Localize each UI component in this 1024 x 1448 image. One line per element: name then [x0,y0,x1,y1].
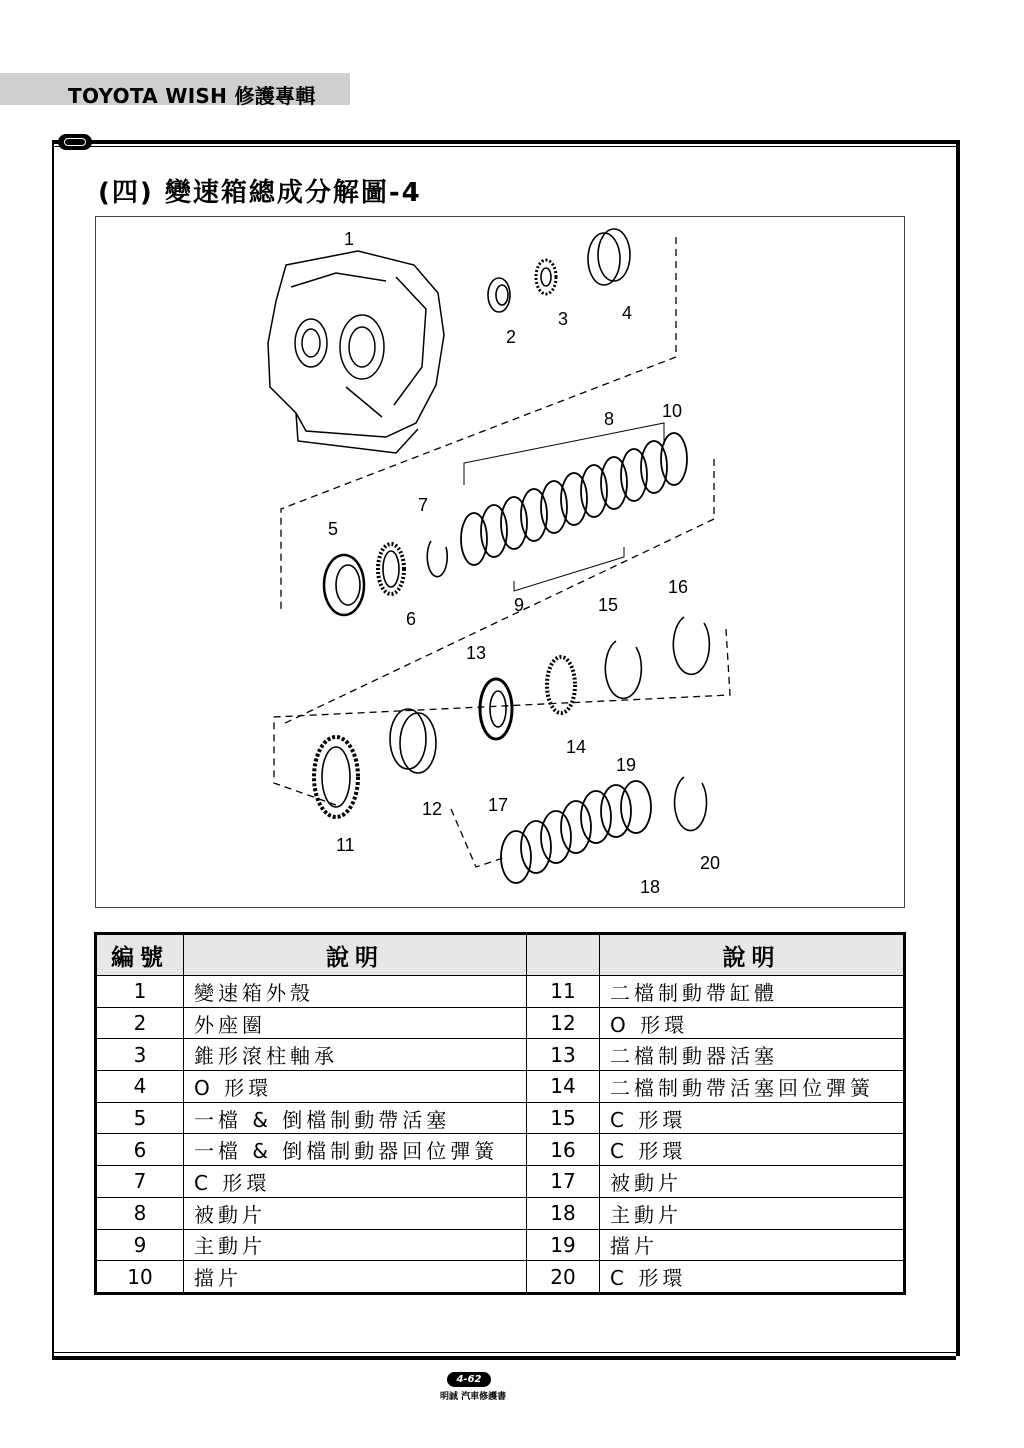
part-description: 擋片 [600,1229,905,1261]
exploded-diagram [95,216,905,908]
label-12: 12 [422,799,443,819]
logo-icon [58,134,92,150]
part-description: 二檔制動帶活塞回位彈簧 [600,1071,905,1103]
label-7: 7 [418,495,429,515]
label-5: 5 [328,519,339,539]
part-number: 6 [96,1134,184,1166]
table-row [96,1007,905,1039]
part-description: 錐形滾柱軸承 [184,1039,527,1071]
part-number: 11 [527,976,600,1008]
part-number: 13 [527,1039,600,1071]
label-9: 9 [514,595,525,615]
label-6: 6 [406,609,417,629]
part-description: C 形環 [184,1166,527,1198]
part-description: 被動片 [600,1166,905,1198]
publisher-brand: 明誠 汽車修護書 [440,1392,507,1402]
page-number: 4-62 [447,1372,491,1387]
label-3: 3 [558,309,569,329]
label-8: 8 [604,409,615,429]
part-description: O 形環 [600,1007,905,1039]
part-number: 17 [527,1166,600,1198]
part-number: 3 [96,1039,184,1071]
part-number: 16 [527,1134,600,1166]
part-number: 15 [527,1102,600,1134]
part-description: 一檔 & 倒檔制動器回位彈簧 [184,1134,527,1166]
table-row [96,1039,905,1071]
table-header-row [96,934,905,976]
table-row [96,1229,905,1261]
table-row [96,1102,905,1134]
top-rule [52,140,956,147]
part-description: 被動片 [184,1197,527,1229]
section-title: (四) 變速箱總成分解圖-4 [98,178,422,208]
table-row [96,1197,905,1229]
part-number: 12 [527,1007,600,1039]
part-number: 8 [96,1197,184,1229]
table-row [96,1261,905,1294]
col-header-description: 說明 [184,934,527,976]
part-description: 變速箱外殼 [184,976,527,1008]
label-18: 18 [640,877,661,897]
part-number: 10 [96,1261,184,1294]
table-row [96,1071,905,1103]
part-number: 4 [96,1071,184,1103]
part-number: 5 [96,1102,184,1134]
part-number: 7 [96,1166,184,1198]
part-number: 14 [527,1071,600,1103]
label-4: 4 [622,303,633,323]
col-header-description-2: 說明 [600,934,905,976]
label-2: 2 [506,327,517,347]
transmission-case-drawing [268,251,444,453]
part-description: 主動片 [184,1229,527,1261]
part-number: 1 [96,976,184,1008]
label-15: 15 [598,595,619,615]
part-description: 二檔制動帶缸體 [600,976,905,1008]
label-14: 14 [566,737,587,757]
part-description: 擋片 [184,1261,527,1294]
col-header-number: 編號 [96,934,184,976]
label-20: 20 [700,853,721,873]
table-row [96,1134,905,1166]
part-description: C 形環 [600,1261,905,1294]
label-19: 19 [616,755,637,775]
table-row [96,1166,905,1198]
label-10: 10 [662,401,683,421]
part-description: 主動片 [600,1197,905,1229]
parts-table [94,932,906,1295]
label-13: 13 [466,643,487,663]
part-number: 19 [527,1229,600,1261]
col-header-number-2 [527,934,600,976]
part-number: 20 [527,1261,600,1294]
label-16: 16 [668,577,689,597]
bottom-rule [52,1352,956,1360]
part-description: 外座圈 [184,1007,527,1039]
label-11: 11 [336,835,355,855]
label-17: 17 [488,795,509,815]
part-description: 一檔 & 倒檔制動帶活塞 [184,1102,527,1134]
part-description: C 形環 [600,1134,905,1166]
part-number: 9 [96,1229,184,1261]
table-row [96,976,905,1008]
label-1: 1 [344,229,355,249]
part-description: O 形環 [184,1071,527,1103]
part-description: C 形環 [600,1102,905,1134]
part-number: 2 [96,1007,184,1039]
part-number: 18 [527,1197,600,1229]
part-description: 二檔制動器活塞 [600,1039,905,1071]
book-title: TOYOTA WISH 修護專輯 [68,84,316,108]
